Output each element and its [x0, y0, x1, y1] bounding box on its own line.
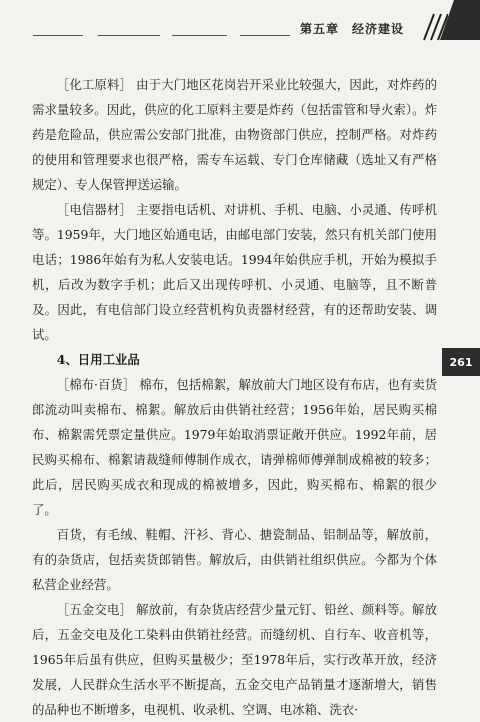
paragraph — [32, 72, 437, 197]
paragraph-text: 由于大门地区花岗岩开采业比较强大，因此，对炸药的需求量较多。因此，供应的化工原料主要是炸药（包括雷管和导火索）。炸药是危险品，供应需公安部门批准，由物资部门供应，控制严格。对炸药的使用和管理要求也很严格，需专车运载、专门仓库储藏（选址又有严格规定）、专人保管押送运输。 — [32, 77, 437, 192]
paragraph-text: 主要指电话机、对讲机、手机、电脑、小灵通、传呼机等。1959年，大门地区始通电话，由邮电部门安装，然只有机关部门使用电话；1986年始有为私人安装电话。1994年始供应手机，开始为模拟手机，后改为数字手机；此后又出现传呼机、小灵通、电脑等，且不断普及。因此，有电信部门设立经营机构负责器材经营，有的还帮助安装、调试。 — [32, 202, 437, 342]
section-subheading: 4、日用工业品 — [56, 352, 140, 367]
paragraph-tag: ［化工原料］ — [56, 77, 133, 92]
header-rule — [98, 35, 160, 36]
paragraph — [32, 522, 437, 597]
page-body — [32, 72, 437, 722]
paragraph-text: 棉布，包括棉絮，解放前大门地区设有布店，也有卖货郎流动叫卖棉布、棉絮。解放后由供销社经营；1956年始，居民购买棉布、棉絮需凭票定量供应。1979年始取消票证敞开供应。1992年前，居民购买棉布、棉絮请裁缝师傅制作成衣，请弹棉师傅弹制成棉被的较多；此后，居民购买成衣和现成的棉被增多，因此，购买棉布、棉絮的很少了。 — [32, 377, 437, 517]
header-rule — [240, 35, 290, 36]
corner-block-icon — [440, 0, 480, 40]
page-number: 261 — [442, 348, 480, 376]
paragraph — [32, 597, 437, 722]
chapter-title: 第五章 经济建设 — [300, 22, 405, 36]
header-rule — [33, 35, 83, 36]
paragraph-text: 解放前，有杂货店经营少量元钉、铅丝、颜料等。解放后，五金交电及化工染料由供销社经营。而缝纫机、自行车、收音机等，1965年后虽有供应，但购买量极少；至1978年后，实行改革开放，经济发展，人民群众生活水平不断提高，五金交电产品销量才逐渐增大，销售的品种也不断增多，电视机、收录机、空调、电冰箱、洗衣· — [32, 602, 437, 717]
paragraph-tag: ［五金交电］ — [56, 602, 133, 617]
paragraph-text: 百货，有毛绒、鞋帽、汗衫、背心、搪瓷制品、铝制品等，解放前，有的杂货店，包括卖货郎销售。解放后，由供销社组织供应。今都为个体私营企业经营。 — [32, 527, 437, 592]
paragraph-tag: ［棉布·百货］ — [56, 377, 136, 392]
page-header — [0, 0, 480, 48]
header-rule — [172, 35, 227, 36]
paragraph — [32, 197, 437, 347]
paragraph-tag: ［电信器材］ — [56, 202, 133, 217]
paragraph — [32, 372, 437, 522]
